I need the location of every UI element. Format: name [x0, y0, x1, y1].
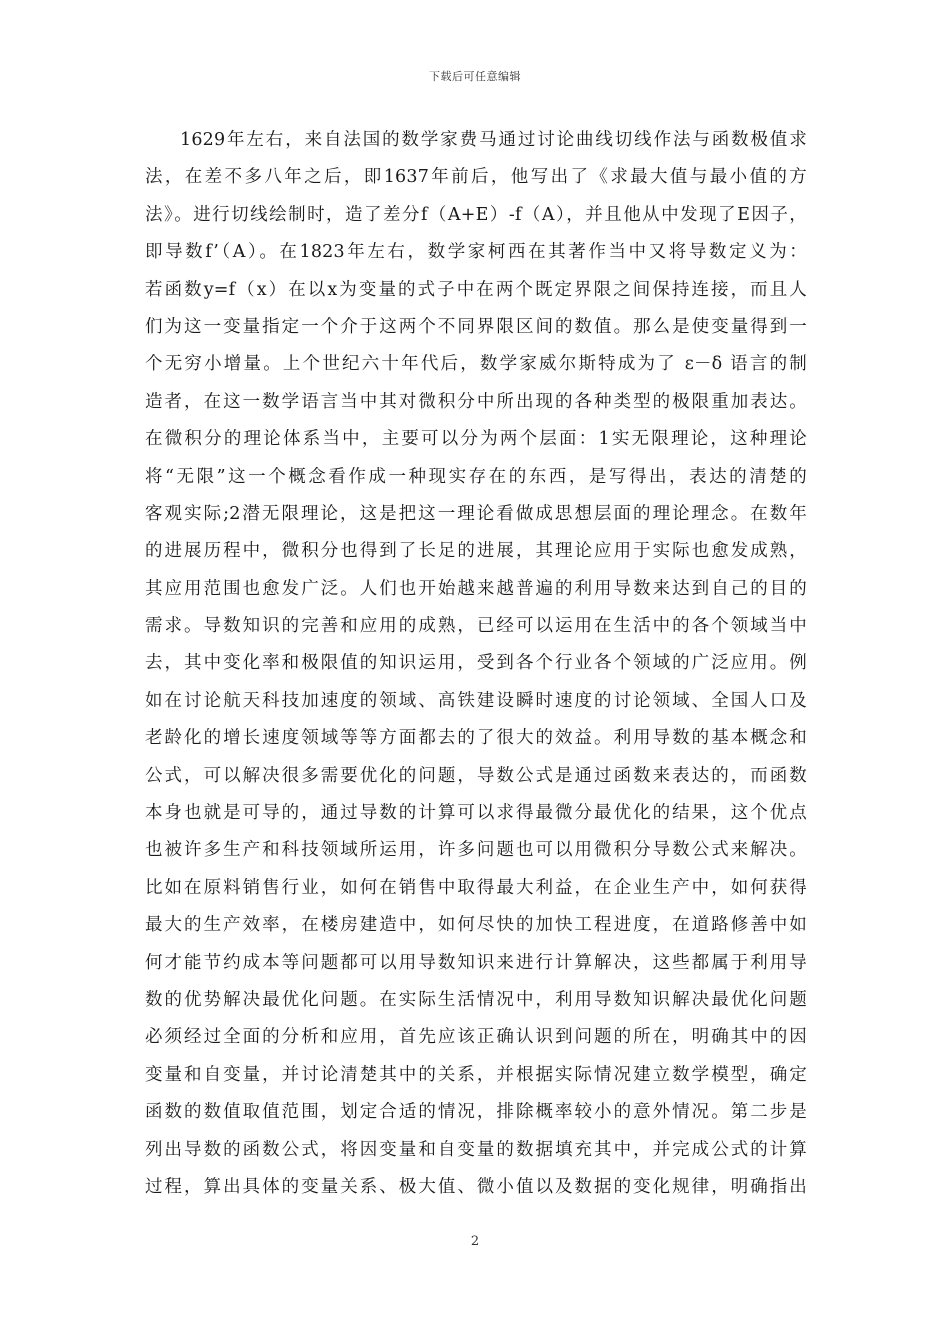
- text-line: 也被许多生产和科技领域所运用，许多问题也可以用微积分导数公式来解决。: [145, 840, 807, 861]
- text-line: 如在讨论航天科技加速度的领域、高铁建设瞬时速度的讨论领域、全国人口及: [145, 690, 807, 711]
- text-line: 数的优势解决最优化问题。在实际生活情况中，利用导数知识解决最优化问题: [145, 989, 807, 1010]
- text-line: 老龄化的增长速度领域等等方面都去的了很大的效益。利用导数的基本概念和: [145, 728, 807, 749]
- text-line: 去，其中变化率和极限值的知识运用，受到各个行业各个领域的广泛应用。例: [145, 653, 807, 674]
- text-line: 比如在原料销售行业，如何在销售中取得最大利益，在企业生产中，如何获得: [145, 877, 807, 898]
- page-number: 2: [470, 1234, 480, 1249]
- text-line: 列出导数的函数公式，将因变量和自变量的数据填充其中，并完成公式的计算: [145, 1139, 807, 1160]
- text-line: 造者，在这一数学语言当中其对微积分中所出现的各种类型的极限重加表达。: [145, 391, 807, 412]
- text-line: 个无穷小增量。上个世纪六十年代后，数学家威尔斯特成为了 ε－δ 语言的制: [145, 354, 807, 375]
- text-line: 客观实际;2潜无限理论，这是把这一理论看做成思想层面的理论理念。在数年: [145, 503, 807, 524]
- text-line: 其应用范围也愈发广泛。人们也开始越来越普遍的利用导数来达到自己的目的: [145, 578, 807, 599]
- text-line: 函数的数值取值范围，划定合适的情况，排除概率较小的意外情况。第二步是: [145, 1102, 807, 1123]
- text-line: 需求。导数知识的完善和应用的成熟，已经可以运用在生活中的各个领域当中: [145, 616, 807, 637]
- text-line: 将“无限”这一个概念看作成一种现实存在的东西，是写得出，表达的清楚的: [145, 466, 807, 487]
- text-line: 必须经过全面的分析和应用，首先应该正确认识到问题的所在，明确其中的因: [145, 1027, 807, 1048]
- text-line: 若函数y=f（x）在以x为变量的式子中在两个既定界限之间保持连接，而且人: [145, 279, 807, 300]
- text-line: 在微积分的理论体系当中，主要可以分为两个层面：1实无限理论，这种理论: [145, 429, 807, 450]
- body-paragraph: [145, 122, 807, 1206]
- text-line: 1629年左右，来自法国的数学家费马通过讨论曲线切线作法与函数极值求: [180, 130, 807, 150]
- text-line: 过程，算出具体的变量关系、极大值、微小值以及数据的变化规律，明确指出: [145, 1176, 807, 1197]
- text-line: 公式，可以解决很多需要优化的问题，导数公式是通过函数来表达的，而函数: [145, 765, 807, 786]
- text-line: 们为这一变量指定一个介于这两个不同界限区间的数值。那么是使变量得到一: [145, 316, 807, 337]
- text-line: 的进展历程中，微积分也得到了长足的进展，其理论应用于实际也愈发成熟，: [145, 541, 807, 562]
- text-line: 变量和自变量，并讨论清楚其中的关系，并根据实际情况建立数学模型，确定: [145, 1064, 807, 1085]
- text-line: 最大的生产效率，在楼房建造中，如何尽快的加快工程进度，在道路修善中如: [145, 915, 807, 936]
- text-line: 法》。进行切线绘制时，造了差分f（A+E）-f（A），并且他从中发现了E因子，: [145, 204, 807, 225]
- text-line: 何才能节约成本等问题都可以用导数知识来进行计算解决，这些都属于利用导: [145, 952, 807, 973]
- text-line: 本身也就是可导的，通过导数的计算可以求得最微分最优化的结果，这个优点: [145, 803, 807, 824]
- text-line: 即导数f’（A）。在1823年左右，数学家柯西在其著作当中又将导数定义为：: [145, 242, 807, 263]
- text-line: 法，在差不多八年之后，即1637年前后，他写出了《求最大值与最小值的方: [145, 167, 807, 188]
- page-header: 下载后可任意编辑: [429, 70, 521, 83]
